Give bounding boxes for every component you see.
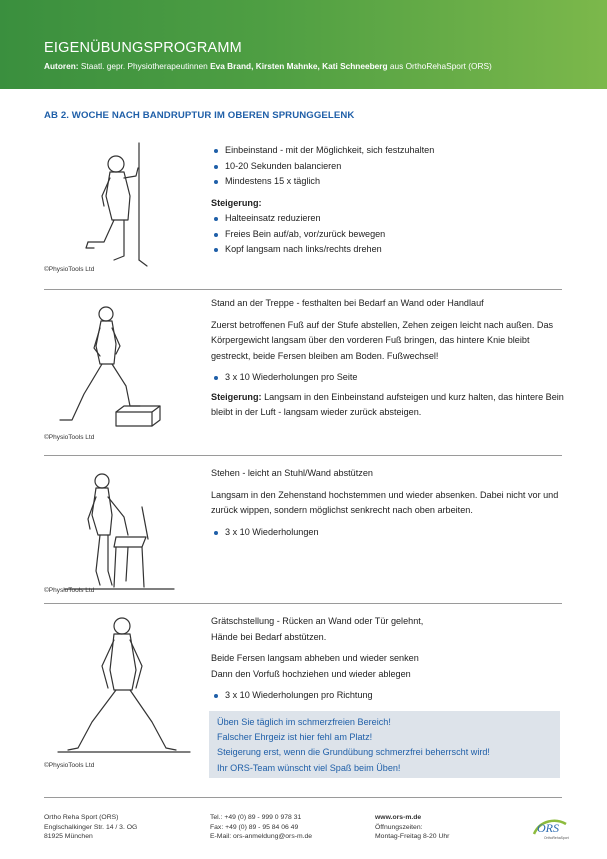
- exercise-1: [44, 138, 562, 288]
- exercise-4-desc-line2: Dann den Vorfuß hochziehen und wieder ablegen: [211, 668, 411, 679]
- progression-label: Steigerung:: [211, 391, 262, 402]
- footer-fax: Fax: +49 (0) 89 - 95 84 06 49: [210, 823, 299, 831]
- exercise-4-bullets: [211, 688, 566, 704]
- bullet-item: 3 x 10 Wiederholungen pro Richtung: [211, 688, 566, 704]
- header-banner: [0, 0, 607, 89]
- bullet-item: Kopf langsam nach links/rechts drehen: [211, 242, 566, 258]
- exercise-2-intro: Stand an der Treppe - festhalten bei Bedarf an Wand oder Handlauf: [211, 298, 484, 308]
- bullet-item: Mindestens 15 x täglich: [211, 174, 566, 190]
- advice-line: Steigerung erst, wenn die Grundübung schmerzfrei beherrscht wird!: [217, 747, 490, 758]
- footer-city: 81925 München: [44, 833, 93, 841]
- copyright-label: ©PhysioTools Ltd: [44, 266, 95, 273]
- exercise-4-intro-line1: Grätschstellung - Rücken an Wand oder Tür gelehnt,: [211, 616, 424, 626]
- advice-line: Ihr ORS-Team wünscht viel Spaß beim Üben!: [217, 762, 401, 773]
- exercise-3: [44, 462, 562, 602]
- copyright-label: ©PhysioTools Ltd: [44, 762, 95, 769]
- exercise-1-progression-bullets: [211, 211, 566, 258]
- advice-box: [209, 711, 560, 778]
- advice-line: Falscher Ehrgeiz ist hier fehl am Platz!: [217, 732, 373, 743]
- exercise-3-text: [211, 466, 566, 540]
- footer-web: [375, 813, 449, 842]
- exercise-4-intro-line2: Hände bei Bedarf abstützen.: [211, 631, 327, 642]
- footer-company: Ortho Reha Sport (ORS): [44, 814, 119, 821]
- stair-stretch-figure-illustration: [44, 294, 204, 444]
- bullet-item: Halteeinsatz reduzieren: [211, 211, 566, 227]
- footer-hours-label: Öffnungszeiten:: [375, 823, 423, 831]
- divider: [44, 455, 562, 456]
- authors-line: [44, 61, 492, 71]
- footer-address: [44, 813, 137, 842]
- footer-website[interactable]: www.ors-m.de: [375, 814, 422, 821]
- straddle-wall-figure-illustration: [44, 610, 204, 760]
- exercise-2-description: Zuerst betroffenen Fuß auf der Stufe abstellen, Zehen zeigen leicht nach außen. Das Körpergewicht langsam über den vorderen Fuß bringen, das hintere Knie bleibt gestreckt, beide Fersen bleiben am Boden. Fußwechsel!: [211, 319, 554, 361]
- divider: [44, 289, 562, 290]
- exercise-1-text: [211, 143, 566, 258]
- authors-names: Eva Brand, Kirsten Mahnke, Kati Schneeberg: [210, 61, 388, 71]
- footer-hours: Montag-Freitag 8-20 Uhr: [375, 833, 450, 841]
- exercise-2: [44, 294, 562, 449]
- footer-contact: [210, 813, 312, 842]
- authors-prefix: Autoren:: [44, 61, 79, 71]
- ors-logo: [530, 812, 570, 842]
- exercise-4-text: [211, 614, 566, 704]
- footer-divider: [44, 797, 562, 798]
- authors-suffix: aus OrthoRehaSport (ORS): [389, 61, 492, 71]
- footer-phone: Tel.: +49 (0) 89 - 999 0 978 31: [210, 814, 302, 821]
- progression-label: Steigerung:: [211, 197, 262, 208]
- exercise-3-bullets: [211, 525, 566, 541]
- exercise-4-desc-line1: Beide Fersen langsam abheben und wieder senken: [211, 653, 419, 663]
- footer-email[interactable]: E-Mail: ors-anmeldung@ors-m.de: [210, 833, 313, 841]
- progression-text: Langsam in den Einbeinstand aufsteigen und kurz halten, das hintere Bein bleibt in der Luft - langsam wieder zurück absteigen.: [211, 391, 564, 417]
- footer-street: Englschalkinger Str. 14 / 3. OG: [44, 823, 138, 831]
- bullet-item: 3 x 10 Wiederholungen pro Seite: [211, 370, 566, 386]
- bullet-item: Einbeinstand - mit der Möglichkeit, sich festzuhalten: [211, 143, 566, 159]
- exercise-1-bullets: [211, 143, 566, 190]
- section-title: AB 2. WOCHE NACH BANDRUPTUR IM OBEREN SPRUNGGELENK: [44, 110, 355, 121]
- bullet-item: Freies Bein auf/ab, vor/zurück bewegen: [211, 227, 566, 243]
- authors-role: Staatl. gepr. Physiotherapeutinnen: [80, 61, 208, 71]
- copyright-label: ©PhysioTools Ltd: [44, 587, 95, 594]
- bullet-item: 10-20 Sekunden balancieren: [211, 159, 566, 175]
- exercise-3-intro: Stehen - leicht an Stuhl/Wand abstützen: [211, 468, 373, 478]
- bullet-item: 3 x 10 Wiederholungen: [211, 525, 566, 541]
- exercise-2-text: [211, 296, 566, 421]
- logo-text: ORS: [537, 821, 559, 835]
- exercise-3-description: Langsam in den Zehenstand hochstemmen und wieder absenken. Dabei nicht vor und zurück wippen, sondern möglichst senkrecht nach oben arbeiten.: [211, 489, 559, 515]
- exercise-2-bullets: [211, 370, 566, 386]
- logo-subtext: OrthoRehaSport: [544, 836, 569, 840]
- page-title: EIGENÜBUNGSPROGRAMM: [44, 40, 242, 56]
- advice-line: Üben Sie täglich im schmerzfreien Bereich!: [217, 717, 391, 727]
- copyright-label: ©PhysioTools Ltd: [44, 434, 95, 441]
- divider: [44, 603, 562, 604]
